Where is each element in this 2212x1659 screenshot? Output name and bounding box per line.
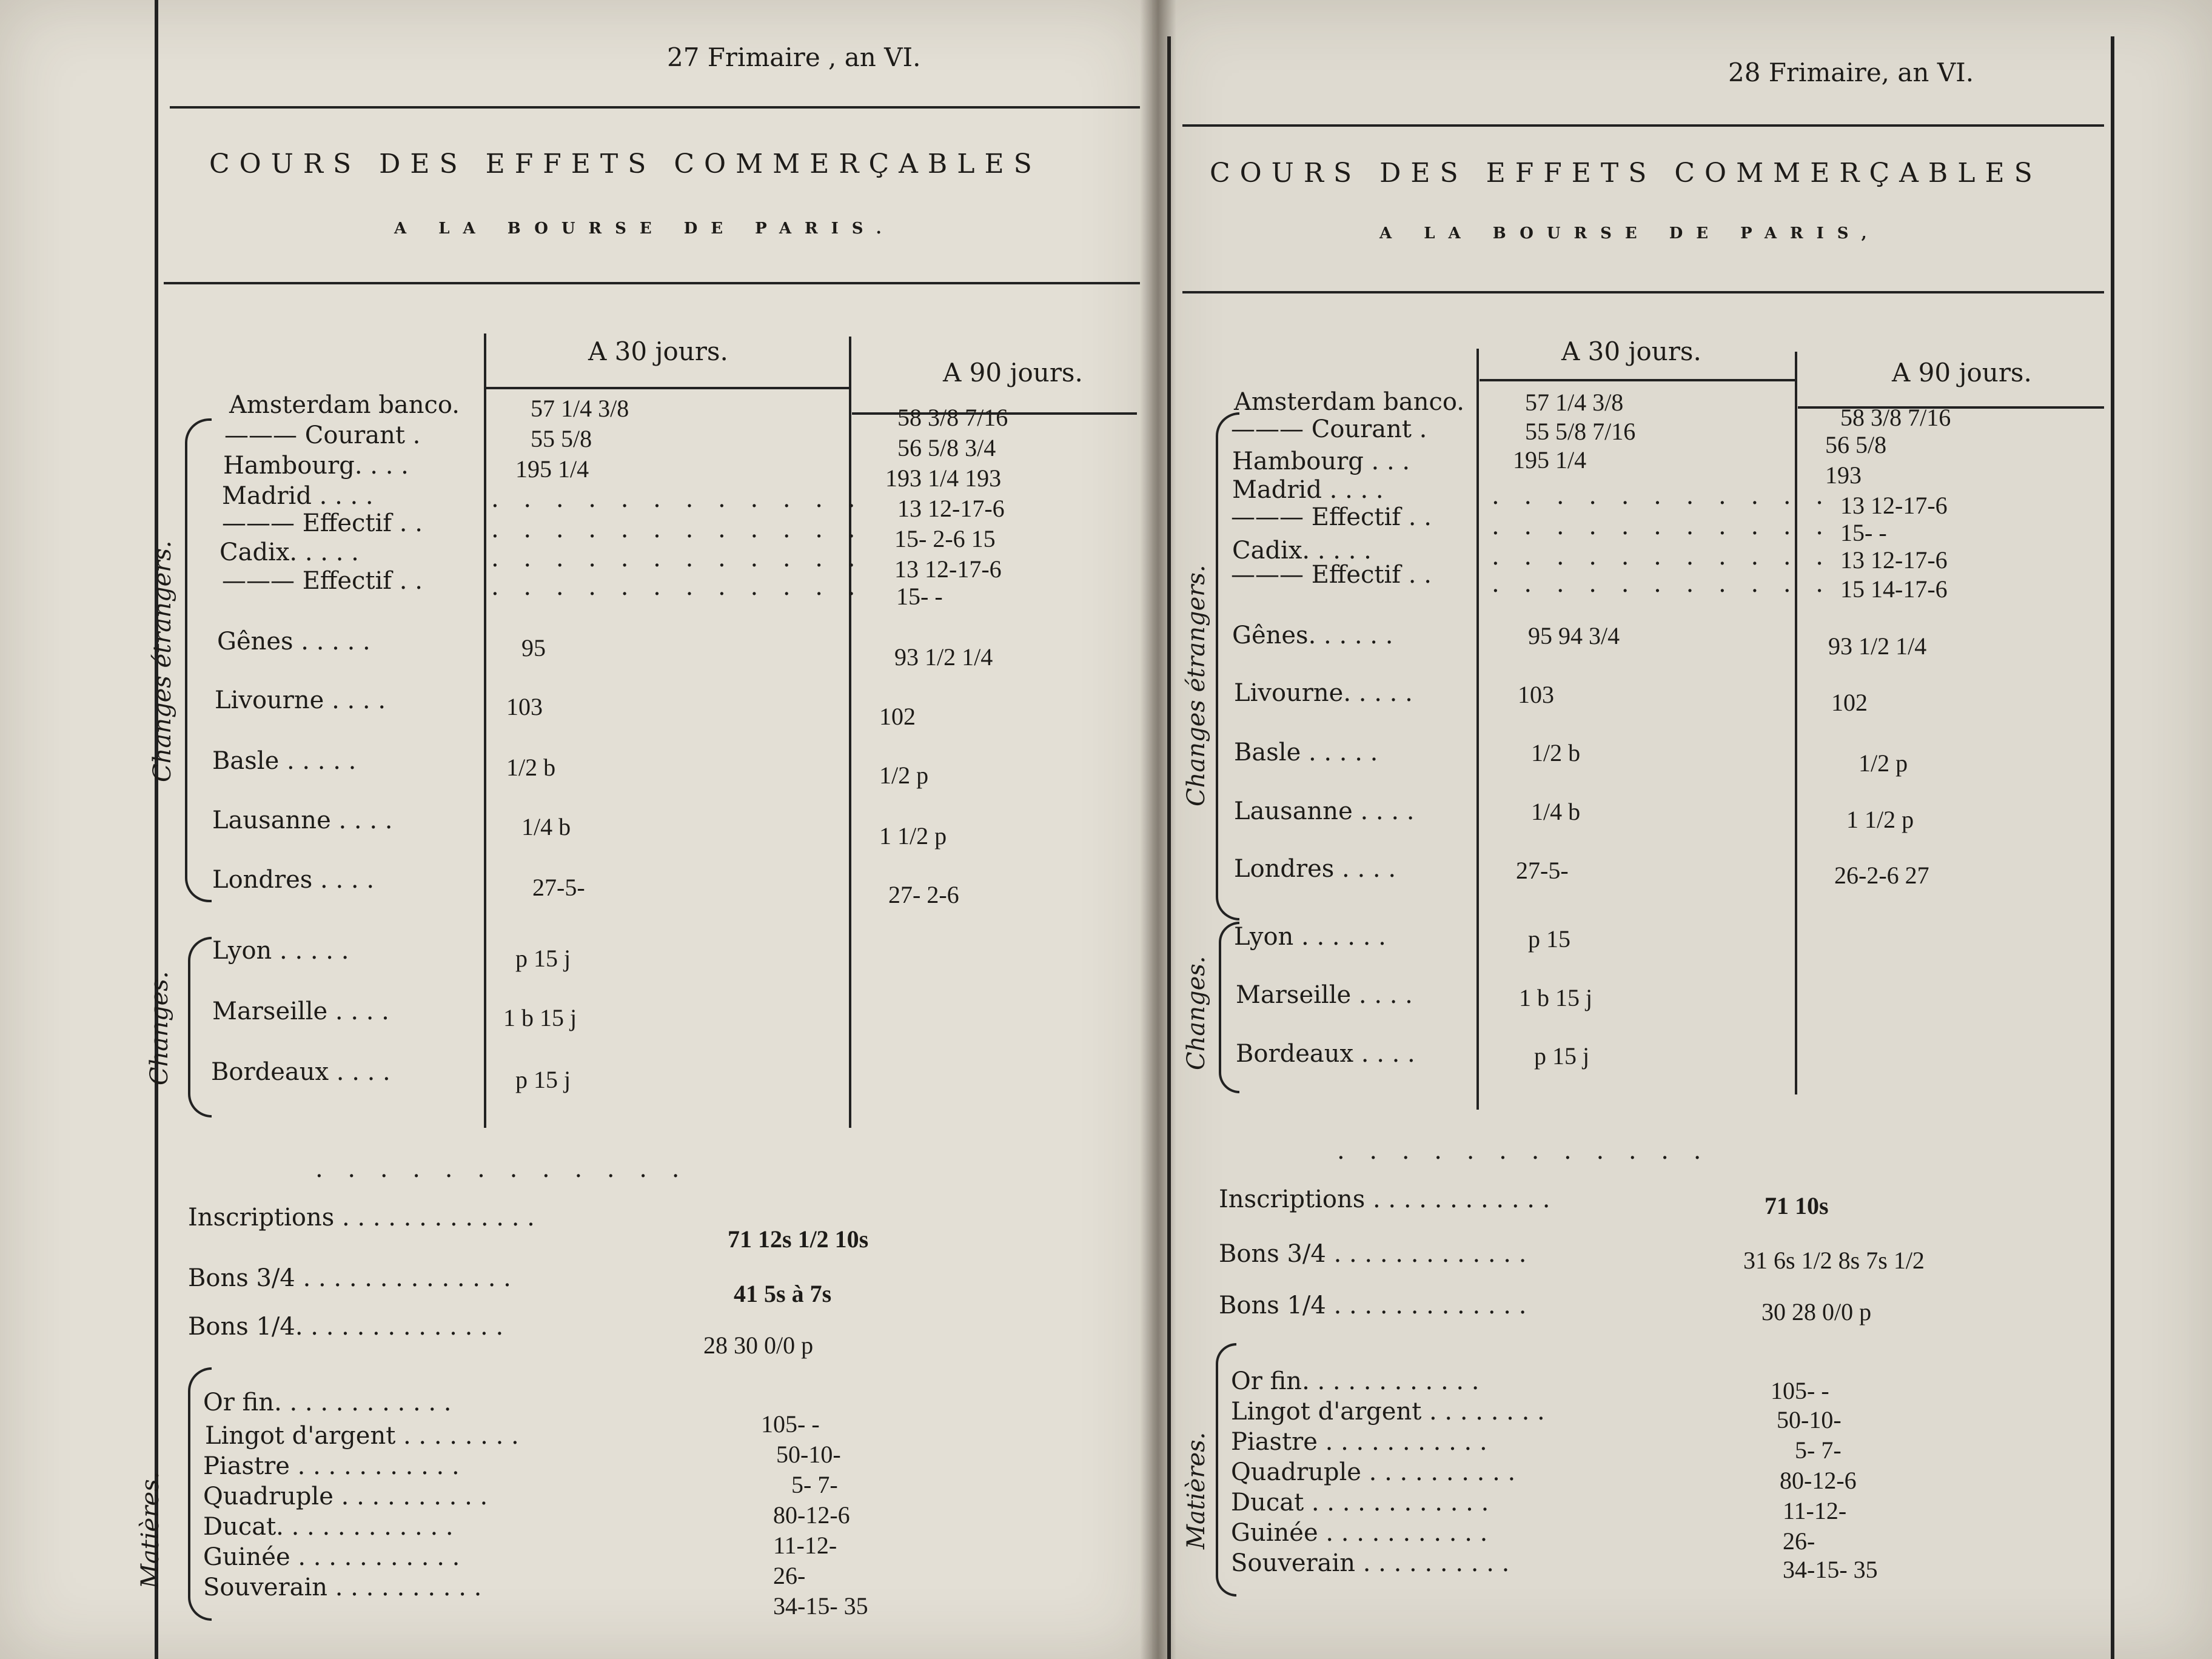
right-matiere-label: Guinée . . . . . . . . . . . [1231,1519,1488,1547]
left-fund-value: 41 5s à 7s [734,1280,832,1307]
right-matiere-value: 11-12- [1783,1497,1847,1524]
right-row-90: 93 1/2 1/4 [1828,632,1927,660]
right-fund-value: 31 6s 1/2 8s 7s 1/2 [1743,1247,1925,1274]
right-col-90-header: A 90 jours. [1892,358,2032,387]
right-row-90: 102 [1831,689,1868,716]
right-fund-label: Bons 1/4 . . . . . . . . . . . . . [1219,1292,1527,1319]
book-gutter [1140,0,1176,1659]
left-row-90: 102 [879,703,916,730]
left-row-label: Amsterdam banco. [229,391,460,419]
right-col-30-header: A 30 jours. [1561,337,1701,366]
right-matiere-label: Souverain . . . . . . . . . . [1231,1549,1510,1577]
left-row-30: 55 5/8 [531,425,592,452]
left-fund-value: 71 12s 1/2 10s [728,1225,869,1253]
left-row-label: Cadix. . . . . [220,538,359,566]
right-matiere-label: Or fin. . . . . . . . . . . . [1231,1367,1480,1395]
right-row-90: 56 5/8 [1825,431,1887,458]
left-row-90: 27- 2-6 [888,881,959,908]
left-group-etrangers: Changes étrangers. [149,540,176,782]
right-row-30: 27-5- [1516,857,1569,884]
right-row-30: 55 5/8 7/16 [1525,418,1636,445]
right-matiere-label: Lingot d'argent . . . . . . . . [1231,1398,1545,1426]
right-header-rule [1182,124,2104,127]
left-row-90: 15- - [896,583,943,610]
left-row-label: Madrid . . . . [222,482,374,510]
left-row-90: 56 5/8 3/4 [897,434,996,461]
right-row-90: 15 14-17-6 [1840,575,1948,603]
left-page-subtitle: A LA BOURSE DE PARIS. [394,220,895,238]
left-row-label: Hambourg. . . . [223,452,409,480]
right-fund-value: 71 10s [1765,1192,1829,1219]
left-fund-label: Bons 3/4 . . . . . . . . . . . . . . [188,1264,511,1292]
left-row-90: 193 1/4 193 [885,464,1002,492]
right-page-date: 28 Frimaire, an VI. [1728,58,1974,87]
left-row-label: Lausanne . . . . [212,806,393,834]
left-row-30: 103 [506,693,543,720]
left-row-30: 1/4 b [521,813,571,840]
left-row-30: 1 b 15 j [503,1004,577,1031]
left-row-label: Lyon . . . . . [212,937,349,965]
left-row-label: Londres . . . . [212,866,375,894]
left-row-90: 1 1/2 p [879,822,947,850]
left-row-30: . . . . . . . . . . . . [491,485,864,513]
right-row-30: 57 1/4 3/8 [1525,389,1624,416]
right-row-90: 58 3/8 7/16 [1840,404,1951,431]
left-row-label: ——— Courant . [224,421,421,449]
right-row-label: Marseille . . . . [1236,981,1413,1009]
right-row-label: Londres . . . . [1234,855,1396,883]
right-fund-label: Bons 3/4 . . . . . . . . . . . . . [1219,1240,1527,1268]
left-row-30: p 15 j [515,1066,571,1093]
right-row-30: 195 1/4 [1513,446,1587,474]
right-page [1152,0,2212,1659]
left-row-30: . . . . . . . . . . . . [491,545,864,572]
left-separator-dots: . . . . . . . . . . . . [315,1155,688,1183]
left-row-30: . . . . . . . . . . . . [491,515,864,543]
right-matiere-value: 105- - [1771,1377,1829,1404]
right-fund-label: Inscriptions . . . . . . . . . . . . [1219,1185,1550,1213]
left-matiere-value: 50-10- [776,1441,841,1468]
right-row-30: 1/4 b [1531,798,1581,825]
right-separator-dots: . . . . . . . . . . . . [1337,1137,1710,1165]
left-row-label: Bordeaux . . . . [211,1058,390,1086]
left-row-30: 27-5- [532,874,585,901]
left-matiere-label: Piastre . . . . . . . . . . . [203,1452,460,1480]
right-row-90: 26-2-6 27 [1834,862,1929,889]
right-row-label: Cadix. . . . . [1232,537,1372,565]
left-matiere-value: 5- 7- [791,1471,838,1498]
right-row-30: . . . . . . . . . . . [1492,512,1832,540]
right-row-30: . . . . . . . . . . . [1492,482,1832,510]
right-matiere-value: 50-10- [1777,1406,1842,1433]
right-page-title: COURS DES EFFETS COMMERÇABLES [1210,158,2042,189]
left-matiere-value: 26- [773,1562,806,1589]
left-fund-label: Inscriptions . . . . . . . . . . . . . [188,1204,535,1232]
right-matiere-label: Piastre . . . . . . . . . . . [1231,1428,1487,1456]
left-col-30-header: A 30 jours. [588,337,728,366]
right-matiere-value: 80-12-6 [1780,1467,1857,1494]
left-row-90: 1/2 p [879,762,929,789]
left-matiere-label: Souverain . . . . . . . . . . [203,1574,482,1601]
left-col-30-rule [485,387,849,389]
right-row-30: p 15 [1528,925,1570,953]
left-row-90: 58 3/8 7/16 [897,404,1008,431]
left-row-label: Livourne . . . . [215,686,386,714]
left-matiere-label: Guinée . . . . . . . . . . . [203,1543,460,1571]
right-group-changes: Changes. [1182,956,1210,1070]
left-row-label: Marseille . . . . [212,997,389,1025]
left-col-divider-1 [484,333,486,1128]
right-row-30: p 15 j [1534,1042,1590,1070]
left-group-changes: Changes. [146,971,173,1085]
right-row-90: 13 12-17-6 [1840,546,1948,574]
left-matiere-value: 105- - [761,1410,820,1438]
right-row-label: ——— Effectif . . [1231,561,1432,589]
left-row-30: 195 1/4 [515,455,589,483]
left-row-30: 1/2 b [506,754,556,781]
right-row-label: Bordeaux . . . . [1236,1040,1415,1068]
left-page-title: COURS DES EFFETS COMMERÇABLES [209,149,1042,179]
left-row-label: Basle . . . . . [212,747,357,775]
right-row-30: 103 [1518,681,1554,708]
left-row-label: ——— Effectif . . [222,509,423,537]
left-fund-value: 28 30 0/0 p [703,1332,814,1359]
left-matiere-label: Quadruple . . . . . . . . . . [203,1483,488,1510]
left-row-30: 57 1/4 3/8 [531,395,629,422]
right-title-rule [1182,291,2104,298]
right-col-30-rule [1480,379,1795,381]
right-row-label: Hambourg . . . [1232,447,1410,475]
left-matiere-value: 34-15- 35 [773,1592,868,1620]
left-matiere-label: Or fin. . . . . . . . . . . . [203,1389,452,1416]
right-row-30: 1 b 15 j [1519,984,1593,1011]
right-row-label: Amsterdam banco. [1234,388,1465,416]
left-row-label: ——— Effectif . . [222,567,423,595]
left-row-90: 13 12-17-6 [894,555,1002,583]
left-row-90: 93 1/2 1/4 [894,643,993,671]
right-row-30: 1/2 b [1531,739,1581,766]
right-page-subtitle: A LA BOURSE DE PARIS, [1379,224,1880,243]
right-row-30: . . . . . . . . . . . [1492,570,1832,598]
left-row-30: . . . . . . . . . . . . [491,573,864,601]
left-row-label: Gênes . . . . . [217,628,370,655]
right-row-90: 1 1/2 p [1846,806,1914,833]
right-row-label: Lyon . . . . . . [1234,923,1386,951]
right-row-30: . . . . . . . . . . . [1492,543,1832,571]
right-matiere-value: 34-15- 35 [1783,1556,1878,1583]
right-row-90: 15- - [1840,519,1887,546]
left-fund-label: Bons 1/4. . . . . . . . . . . . . . [188,1313,504,1341]
left-header-rule [170,106,1140,109]
right-row-label: ——— Courant . [1231,415,1427,443]
right-row-30: 95 94 3/4 [1528,622,1620,649]
right-row-label: Basle . . . . . [1234,739,1378,766]
left-matiere-value: 80-12-6 [773,1501,850,1529]
right-group-matieres: Matières. [1182,1432,1210,1549]
left-brace-etrangers [185,418,212,902]
right-row-label: Livourne. . . . . [1234,679,1413,707]
right-row-label: Lausanne . . . . [1234,797,1415,825]
right-group-etrangers: Changes étrangers. [1182,565,1210,806]
right-row-90: 13 12-17-6 [1840,492,1948,519]
left-matiere-label: Ducat. . . . . . . . . . . . [203,1513,454,1541]
right-matiere-label: Ducat . . . . . . . . . . . . [1231,1489,1489,1517]
right-matiere-label: Quadruple . . . . . . . . . . [1231,1458,1516,1486]
right-row-90: 193 [1825,461,1862,489]
right-row-90: 1/2 p [1858,749,1908,777]
left-row-30: 95 [521,634,546,662]
right-row-label: ——— Effectif . . [1231,503,1432,531]
left-group-matieres: Matières. [136,1471,164,1589]
left-row-90: 13 12-17-6 [897,495,1005,522]
right-col-divider-1 [1476,349,1479,1110]
left-title-rule [164,282,1140,289]
left-row-30: p 15 j [515,945,571,972]
left-col-divider-2 [849,337,851,1128]
right-matiere-value: 26- [1783,1527,1815,1555]
left-col-90-header: A 90 jours. [943,358,1083,387]
right-row-label: Gênes. . . . . . [1232,622,1393,649]
left-matiere-label: Lingot d'argent . . . . . . . . [205,1422,519,1450]
right-fund-value: 30 28 0/0 p [1761,1298,1872,1326]
left-matiere-value: 11-12- [773,1532,837,1559]
right-matiere-value: 5- 7- [1795,1436,1842,1464]
left-row-90: 15- 2-6 15 [894,525,996,552]
left-page-date: 27 Frimaire , an VI. [667,42,921,72]
right-row-label: Madrid . . . . [1232,476,1384,504]
right-col-divider-2 [1795,352,1797,1094]
left-brace-changes [188,937,212,1118]
